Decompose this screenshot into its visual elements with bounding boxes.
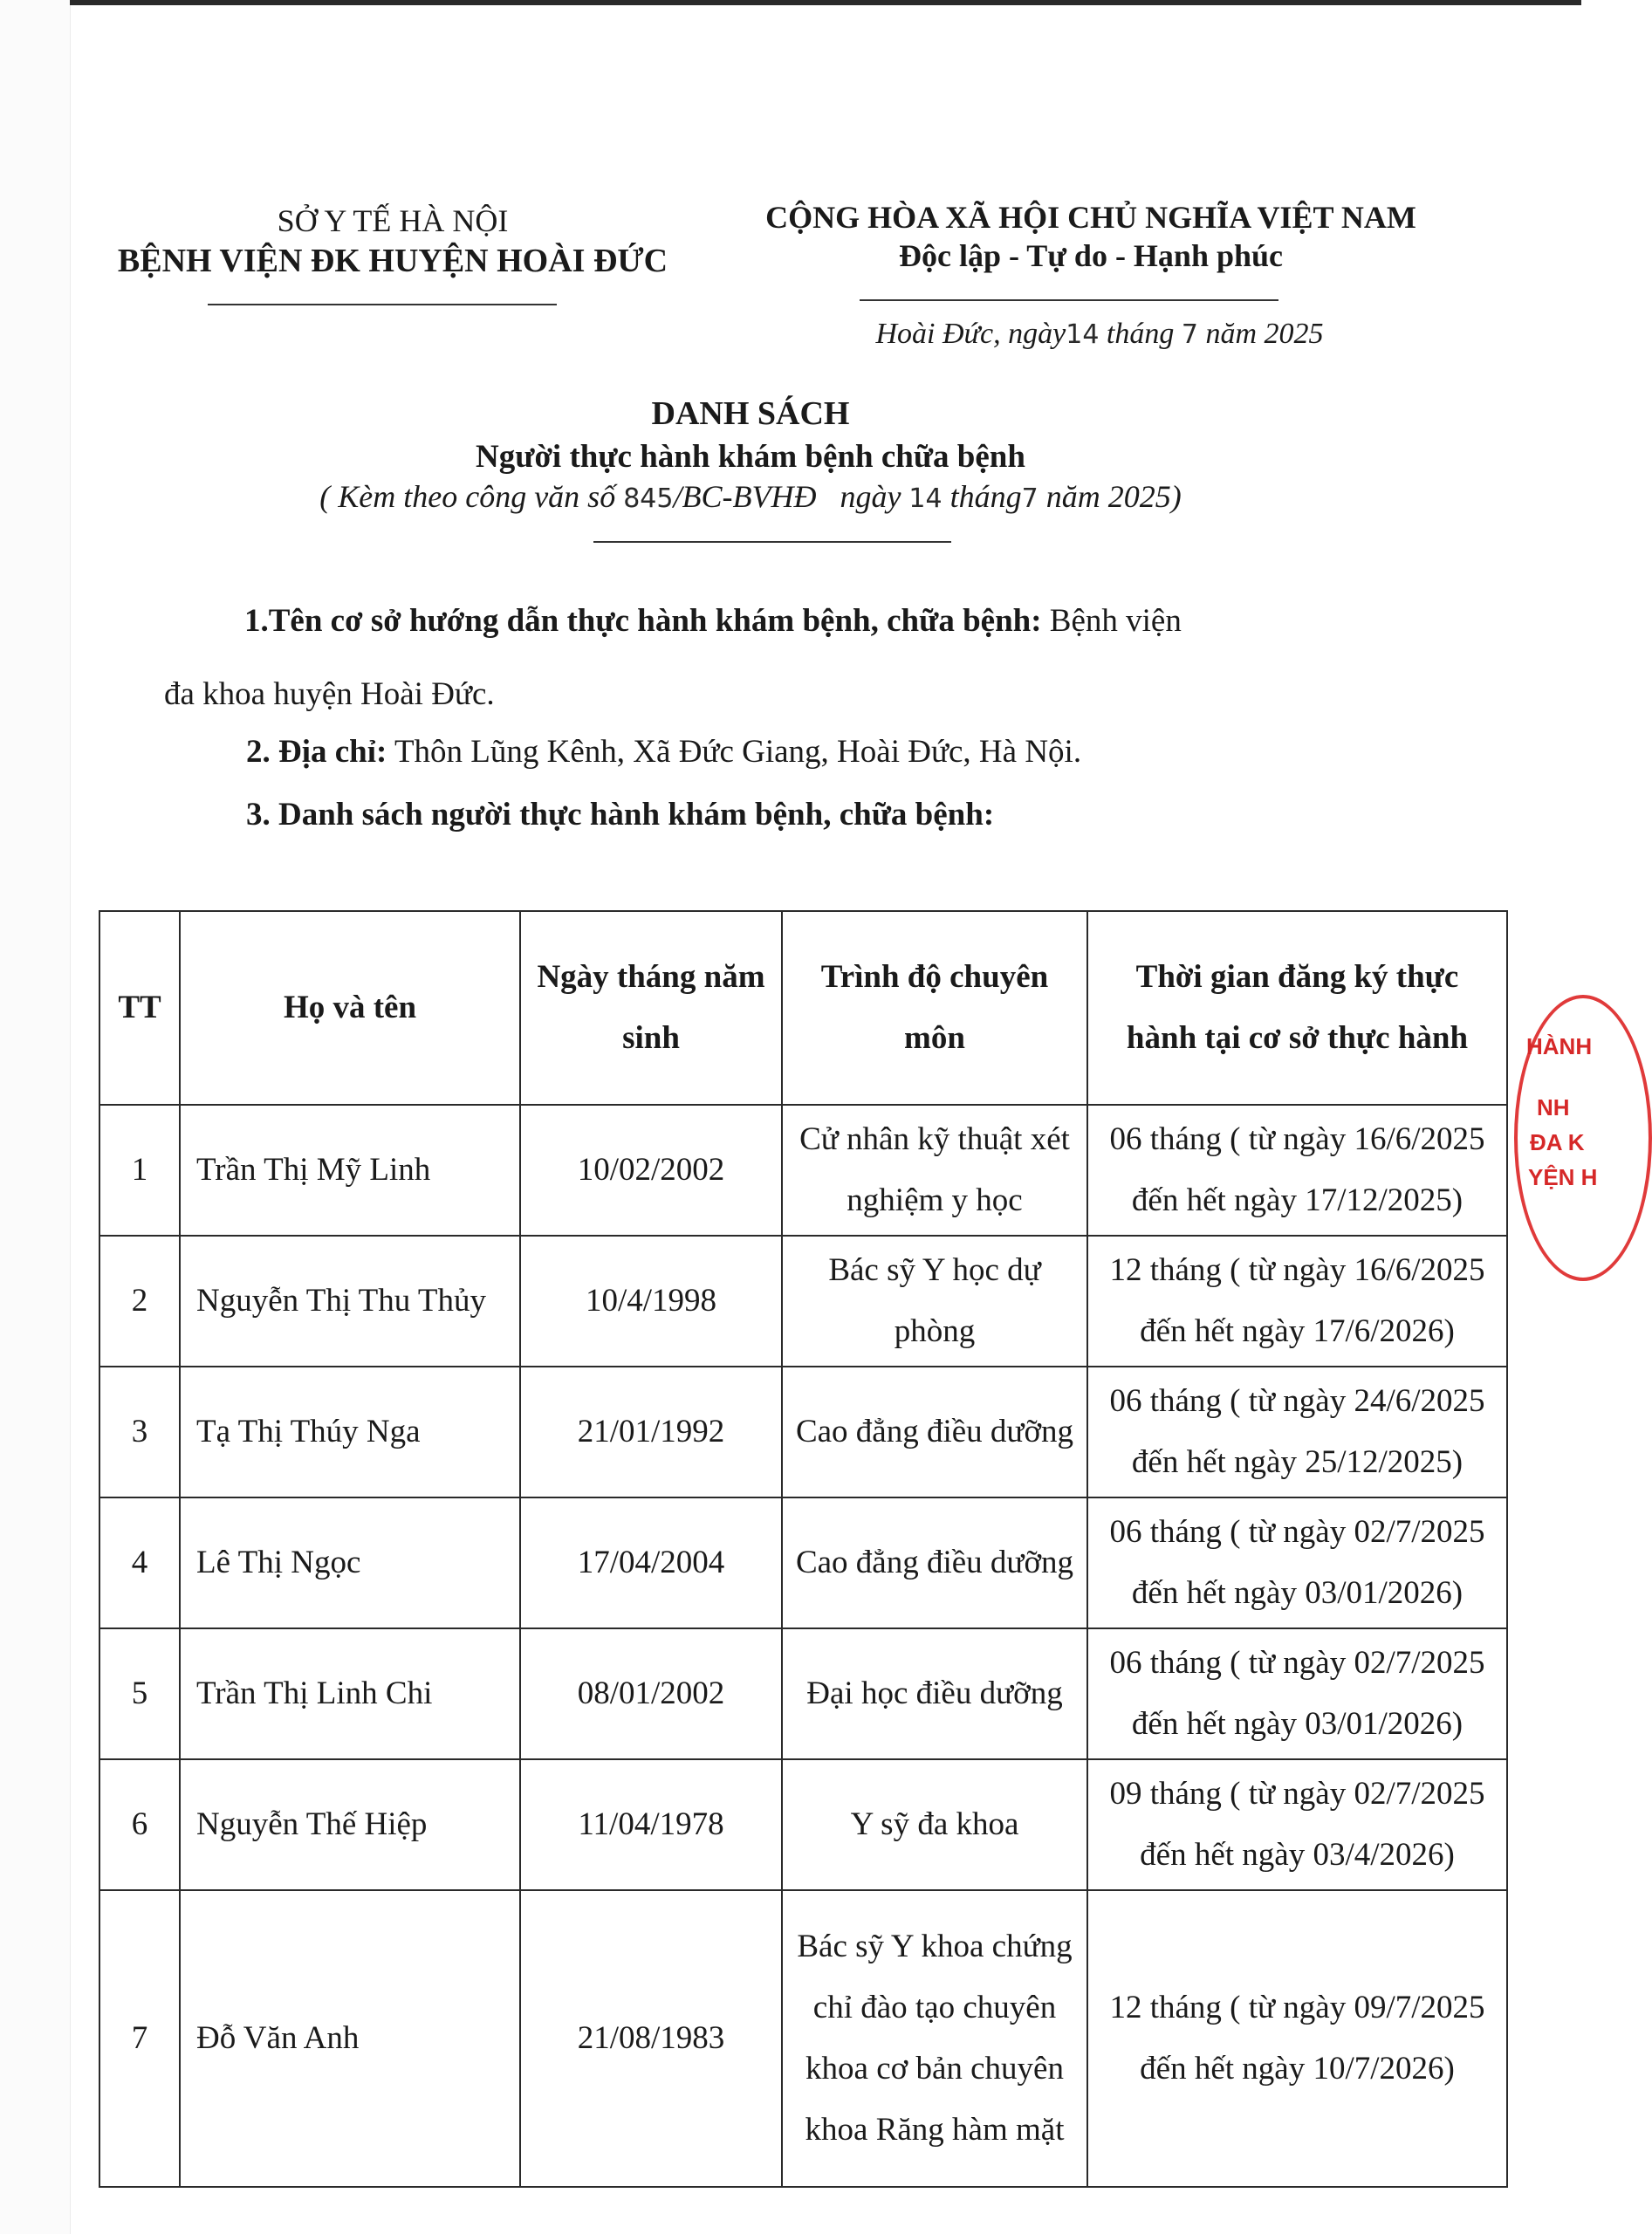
- header-right-underline: [860, 299, 1278, 301]
- stamp-text: HÀNH: [1526, 1033, 1593, 1059]
- row-period: 12 tháng ( từ ngày 16/6/2025 đến hết ngày 17/6/2026): [1087, 1236, 1507, 1367]
- attachment-date-prefix: ngày: [840, 479, 901, 514]
- row-name: Trần Thị Linh Chi: [180, 1628, 520, 1759]
- stamp-text: ĐA K: [1530, 1129, 1585, 1155]
- dateline-prefix: Hoài Đức, ngày: [875, 318, 1066, 350]
- row-dob: 11/04/1978: [520, 1759, 782, 1890]
- row-dob: 17/04/2004: [520, 1497, 782, 1628]
- attachment-number: 845: [623, 483, 674, 514]
- scan-edge: [70, 0, 1581, 5]
- hospital-name: BỆNH VIỆN ĐK HUYỆN HOÀI ĐỨC: [117, 243, 668, 279]
- table-row: [99, 1890, 1507, 2187]
- document-title: DANH SÁCH: [651, 395, 850, 432]
- row-period: 06 tháng ( từ ngày 02/7/2025 đến hết ngày 03/01/2026): [1087, 1497, 1507, 1628]
- row-index: 1: [99, 1105, 180, 1236]
- row-dob: 10/02/2002: [520, 1105, 782, 1236]
- attachment-underline: [593, 541, 951, 543]
- section-1: [244, 602, 1484, 641]
- row-name: Nguyễn Thị Thu Thủy: [180, 1236, 520, 1367]
- stamp-text: YỆN H: [1528, 1164, 1598, 1190]
- country-name: CỘNG HÒA XÃ HỘI CHỦ NGHĨA VIỆT NAM: [765, 200, 1416, 235]
- row-qualification: Cử nhân kỹ thuật xét nghiệm y học: [782, 1105, 1087, 1236]
- table-row: [99, 1759, 1507, 1890]
- row-qualification: Cao đẳng điều dưỡng: [782, 1367, 1087, 1497]
- attachment-day: 14: [908, 483, 943, 514]
- col-header-dob: Ngày tháng năm sinh: [520, 911, 782, 1105]
- section-1-value: Bệnh viện: [1049, 603, 1182, 639]
- row-dob: 21/01/1992: [520, 1367, 782, 1497]
- table-row: [99, 1497, 1507, 1628]
- row-qualification: Y sỹ đa khoa: [782, 1759, 1087, 1890]
- row-period: 12 tháng ( từ ngày 09/7/2025 đến hết ngày 10/7/2026): [1087, 1890, 1507, 2187]
- row-index: 3: [99, 1367, 180, 1497]
- attachment-code: /BC-BVHĐ: [673, 479, 817, 514]
- dateline-year: năm 2025: [1205, 318, 1324, 350]
- col-header-period: Thời gian đăng ký thực hành tại cơ sở thực hành: [1087, 911, 1507, 1105]
- row-name: Tạ Thị Thúy Nga: [180, 1367, 520, 1497]
- row-period: 06 tháng ( từ ngày 02/7/2025 đến hết ngày 03/01/2026): [1087, 1628, 1507, 1759]
- row-name: Đỗ Văn Anh: [180, 1890, 520, 2187]
- attachment-reference: [131, 478, 1370, 515]
- row-qualification: Đại học điều dưỡng: [782, 1628, 1087, 1759]
- section-2: [246, 733, 1538, 771]
- table-header-row: [99, 911, 1507, 1105]
- section-3: [246, 796, 1538, 834]
- row-period: 09 tháng ( từ ngày 02/7/2025 đến hết ngày 03/4/2026): [1087, 1759, 1507, 1890]
- col-header-name: Họ và tên: [180, 911, 520, 1105]
- col-header-tt: TT: [99, 911, 180, 1105]
- row-dob: 10/4/1998: [520, 1236, 782, 1367]
- table-row: [99, 1105, 1507, 1236]
- attachment-month-label: tháng: [949, 479, 1022, 514]
- national-motto: Độc lập - Tự do - Hạnh phúc: [898, 238, 1284, 273]
- table-row: [99, 1236, 1507, 1367]
- row-qualification: Cao đẳng điều dưỡng: [782, 1497, 1087, 1628]
- row-period: 06 tháng ( từ ngày 24/6/2025 đến hết ngày 25/12/2025): [1087, 1367, 1507, 1497]
- dateline: [785, 318, 1414, 351]
- section-2-label: 2. Địa chỉ:: [246, 734, 387, 770]
- row-index: 6: [99, 1759, 180, 1890]
- row-name: Lê Thị Ngọc: [180, 1497, 520, 1628]
- row-qualification: Bác sỹ Y khoa chứng chỉ đào tạo chuyên khoa cơ bản chuyên khoa Răng hàm mặt: [782, 1890, 1087, 2187]
- scan-margin: [0, 0, 71, 2234]
- dateline-day: 14: [1066, 319, 1100, 350]
- row-dob: 08/01/2002: [520, 1628, 782, 1759]
- trainee-table: [99, 910, 1508, 2188]
- dateline-month-label: tháng: [1106, 318, 1175, 350]
- row-name: Trần Thị Mỹ Linh: [180, 1105, 520, 1236]
- attachment-suffix: năm 2025): [1045, 479, 1182, 514]
- section-3-label: 3. Danh sách người thực hành khám bệnh, chữa bệnh:: [246, 797, 995, 833]
- section-1-continued: đa khoa huyện Hoài Đức.: [164, 676, 495, 712]
- stamp-text: NH: [1537, 1094, 1570, 1120]
- table-row: [99, 1367, 1507, 1497]
- row-index: 2: [99, 1236, 180, 1367]
- attachment-prefix: ( Kèm theo công văn số: [319, 479, 616, 514]
- attachment-month: 7: [1021, 483, 1038, 514]
- section-1-label: 1.Tên cơ sở hướng dẫn thực hành khám bệnh, chữa bệnh:: [244, 603, 1042, 639]
- header-left-underline: [208, 304, 557, 305]
- col-header-qualification: Trình độ chuyên môn: [782, 911, 1087, 1105]
- ministry-name: SỞ Y TẾ HÀ NỘI: [277, 203, 509, 238]
- row-period: 06 tháng ( từ ngày 16/6/2025 đến hết ngày 17/12/2025): [1087, 1105, 1507, 1236]
- row-name: Nguyễn Thế Hiệp: [180, 1759, 520, 1890]
- section-2-value: Thôn Lũng Kênh, Xã Đức Giang, Hoài Đức, Hà Nội.: [394, 734, 1082, 770]
- row-index: 4: [99, 1497, 180, 1628]
- row-index: 5: [99, 1628, 180, 1759]
- table-row: [99, 1628, 1507, 1759]
- document-subtitle: Người thực hành khám bệnh chữa bệnh: [476, 439, 1025, 475]
- row-dob: 21/08/1983: [520, 1890, 782, 2187]
- red-seal-stamp: [1514, 995, 1652, 1281]
- dateline-month: 7: [1181, 319, 1198, 350]
- row-qualification: Bác sỹ Y học dự phòng: [782, 1236, 1087, 1367]
- row-index: 7: [99, 1890, 180, 2187]
